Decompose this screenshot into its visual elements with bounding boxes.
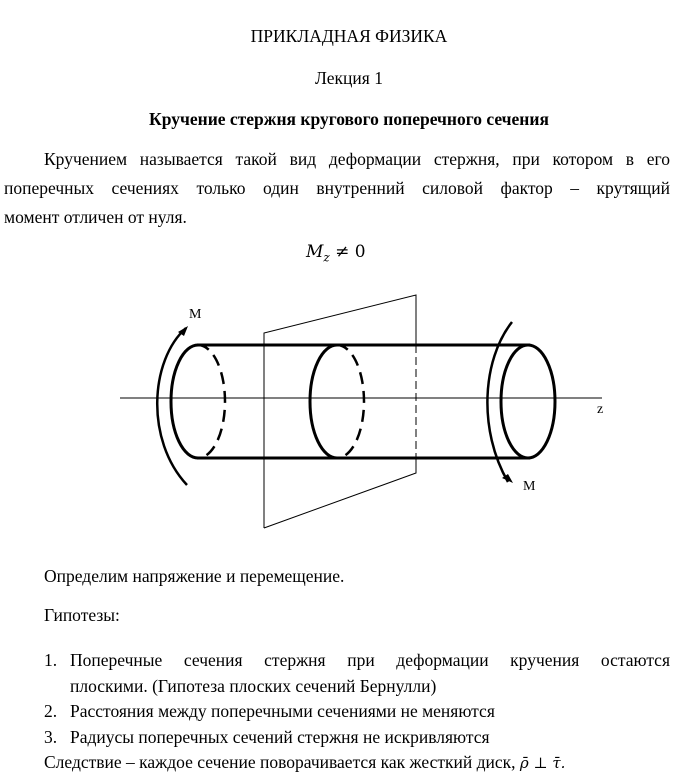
formula-rest: ≠ 0 [329,242,366,262]
hyp-1-line-2: плоскими. (Гипотеза плоских сечений Бернулли) [70,676,437,696]
intro-line-2: поперечных сечениях только один внутренний силовой фактор – крутящий [4,178,670,198]
mid-section-front [310,345,337,458]
moment-label-right: M [523,479,536,494]
mid-section-back [337,345,364,458]
formula-sub: z [323,250,330,265]
hyp-3-text: Радиусы поперечных сечений стержня не искривляются [70,727,490,747]
moment-label-left: M [189,307,202,322]
section-plane [264,295,416,528]
lecture-title: Кручение стержня кругового поперечного сечения [149,109,549,129]
course-title: ПРИКЛАДНАЯ ФИЗИКА [250,26,448,46]
define-text: Определим напряжение и перемещение. [44,566,345,586]
hyp-2-text: Расстояния между поперечными сечениями не меняются [70,701,495,721]
intro-line-1: Кручением называется такой вид деформации стержня, при котором в его [44,149,670,169]
consequence [44,752,565,773]
consequence-math: ρ̄ ⊥ τ̄. [519,754,566,772]
hypotheses-title: Гипотезы: [44,605,120,625]
hyp-1-num: 1. [44,650,58,670]
left-end-back [198,345,225,458]
consequence-text: Следствие – каждое сечение поворачивается как жесткий диск, [44,752,520,772]
lecture-number: Лекция 1 [315,68,383,88]
axis-label-z: z [597,402,604,417]
hyp-2-num: 2. [44,701,58,721]
right-end [501,345,555,458]
hyp-3-num: 3. [44,727,58,747]
hyp-1-line-1: Поперечные сечения стержня при деформации кручения остаются [70,650,670,670]
formula-M: M [306,242,324,262]
left-end-front [171,345,198,458]
intro-line-3: момент отличен от нуля. [4,207,187,227]
